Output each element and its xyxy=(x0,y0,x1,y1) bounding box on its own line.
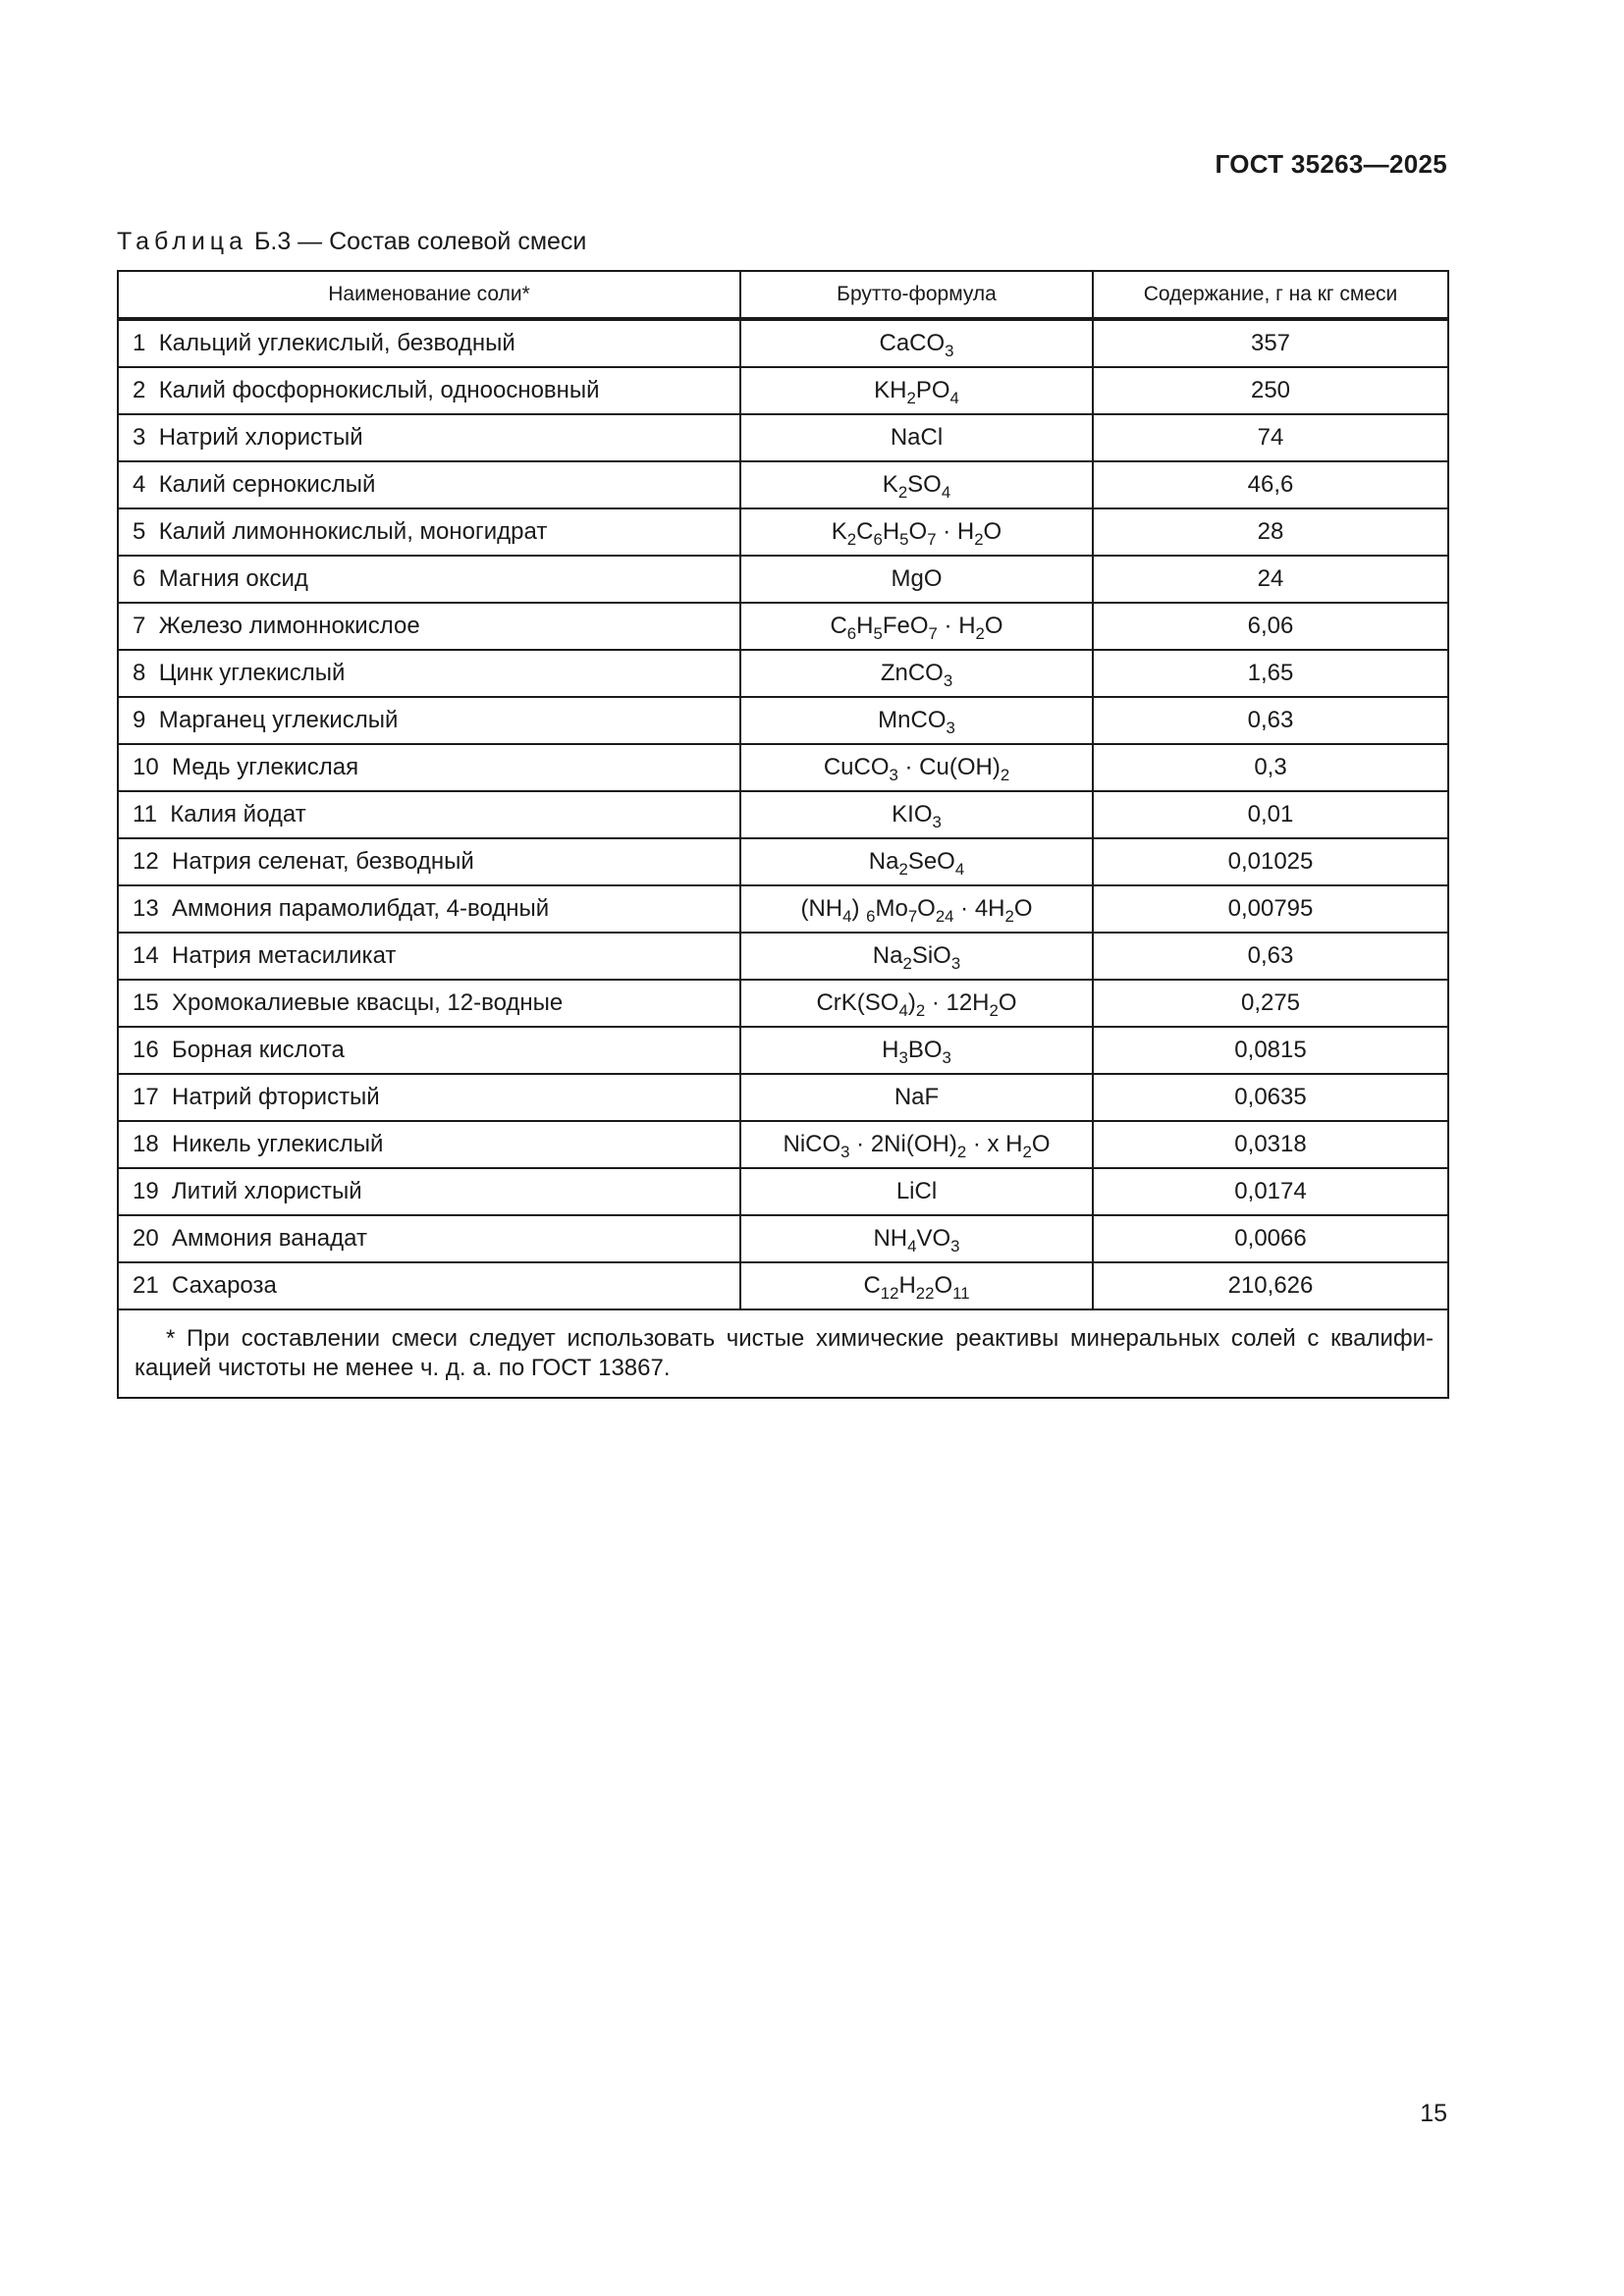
salt-name-cell xyxy=(118,1262,740,1309)
salt-name-cell xyxy=(118,697,740,744)
row-number: 21 xyxy=(133,1272,159,1299)
row-number: 20 xyxy=(133,1225,159,1252)
row-number: 12 xyxy=(133,848,159,875)
table-row xyxy=(118,744,1448,791)
table-row xyxy=(118,367,1448,414)
salt-name: Хромокалиевые квасцы, 12-водные xyxy=(172,989,564,1016)
row-number: 19 xyxy=(133,1178,159,1204)
salt-name: Калий сернокислый xyxy=(158,471,376,498)
salt-name: Магния оксид xyxy=(158,565,308,592)
content-value: 0,275 xyxy=(1093,980,1448,1027)
gross-formula: $K_2SO_4$ xyxy=(740,461,1093,508)
salt-name-cell xyxy=(118,1074,740,1121)
table-header-row xyxy=(118,271,1448,319)
salt-name-cell xyxy=(118,1121,740,1168)
content-value: 0,0174 xyxy=(1093,1168,1448,1215)
salt-name: Аммония ванадат xyxy=(172,1225,367,1252)
table-row xyxy=(118,980,1448,1027)
row-number: 7 xyxy=(133,613,146,639)
salt-name-cell xyxy=(118,367,740,414)
gross-formula: $NH_4VO_3$ xyxy=(740,1215,1093,1262)
salt-name-cell xyxy=(118,1215,740,1262)
row-number: 1 xyxy=(133,330,146,356)
content-value: 0,01 xyxy=(1093,791,1448,838)
salt-name: Калий фосфорнокислый, одноосновный xyxy=(158,377,600,403)
content-value: 1,65 xyxy=(1093,650,1448,697)
gross-formula: NaF xyxy=(740,1074,1093,1121)
salt-mixture-table xyxy=(117,270,1449,1399)
row-number: 4 xyxy=(133,471,146,498)
content-value: 0,3 xyxy=(1093,744,1448,791)
table-caption-title: Б.3 — Состав солевой смеси xyxy=(253,228,587,255)
salt-name: Медь углекислая xyxy=(172,754,359,780)
content-value: 0,0066 xyxy=(1093,1215,1448,1262)
salt-name: Калий лимоннокислый, моногидрат xyxy=(158,518,548,545)
salt-name-cell xyxy=(118,650,740,697)
salt-name: Натрия метасиликат xyxy=(172,942,397,969)
salt-name-cell xyxy=(118,744,740,791)
row-number: 15 xyxy=(133,989,159,1016)
salt-name-cell xyxy=(118,838,740,885)
gross-formula: $Na_2SeO_4$ xyxy=(740,838,1093,885)
row-number: 13 xyxy=(133,895,159,922)
salt-name: Никель углекислый xyxy=(172,1131,384,1157)
column-header-name: Наименование соли* xyxy=(118,271,740,319)
salt-name: Литий хлористый xyxy=(172,1178,362,1204)
salt-name-cell xyxy=(118,603,740,650)
salt-name: Натрий фтористый xyxy=(172,1084,380,1110)
row-number: 2 xyxy=(133,377,146,403)
salt-name-cell xyxy=(118,885,740,933)
table-row xyxy=(118,1215,1448,1262)
table-row xyxy=(118,556,1448,603)
row-number: 3 xyxy=(133,424,146,451)
table-row xyxy=(118,697,1448,744)
row-number: 6 xyxy=(133,565,146,592)
content-value: 357 xyxy=(1093,319,1448,367)
page-number: 15 xyxy=(1420,2100,1447,2127)
gross-formula: $(NH_4) _6Mo_7O_{24} \cdot 4H_2O$ xyxy=(740,885,1093,933)
gross-formula: $CrK(SO_4)_2 \cdot 12H_2O$ xyxy=(740,980,1093,1027)
salt-name-cell xyxy=(118,508,740,556)
row-number: 17 xyxy=(133,1084,159,1110)
salt-name: Аммония парамолибдат, 4-водный xyxy=(172,895,550,922)
salt-name: Натрий хлористый xyxy=(158,424,363,451)
salt-name-cell xyxy=(118,791,740,838)
table-row xyxy=(118,603,1448,650)
gross-formula: $Na_2SiO_3$ xyxy=(740,933,1093,980)
table-caption xyxy=(117,228,586,256)
gross-formula: ZnCO$_3$ xyxy=(740,650,1093,697)
footnote-row xyxy=(118,1309,1448,1398)
table-row xyxy=(118,508,1448,556)
content-value: 24 xyxy=(1093,556,1448,603)
table-row xyxy=(118,838,1448,885)
row-number: 18 xyxy=(133,1131,159,1157)
salt-name-cell xyxy=(118,319,740,367)
table-caption-label: Таблица xyxy=(117,228,248,255)
content-value: 210,626 xyxy=(1093,1262,1448,1309)
table-row xyxy=(118,933,1448,980)
content-value: 0,0635 xyxy=(1093,1074,1448,1121)
salt-name-cell xyxy=(118,933,740,980)
content-value: 250 xyxy=(1093,367,1448,414)
salt-name: Борная кислота xyxy=(172,1037,345,1063)
content-value: 46,6 xyxy=(1093,461,1448,508)
table-row xyxy=(118,461,1448,508)
table-row xyxy=(118,885,1448,933)
content-value: 0,00795 xyxy=(1093,885,1448,933)
table-row xyxy=(118,650,1448,697)
salt-name: Цинк углекислый xyxy=(158,660,346,686)
salt-name: Натрия селенат, безводный xyxy=(172,848,474,875)
table-row xyxy=(118,1262,1448,1309)
gross-formula: $C_{12}H_{22}O_{11}$ xyxy=(740,1262,1093,1309)
gross-formula: $KIO_3$ xyxy=(740,791,1093,838)
table-row xyxy=(118,414,1448,461)
gross-formula: CaCO$_3$ xyxy=(740,319,1093,367)
salt-name-cell xyxy=(118,1027,740,1074)
salt-name: Кальций углекислый, безводный xyxy=(158,330,515,356)
gross-formula: NiCO$_3$ · $2Ni(OH)_2 \cdot x$ $H_2O$ xyxy=(740,1121,1093,1168)
table-row xyxy=(118,1027,1448,1074)
content-value: 74 xyxy=(1093,414,1448,461)
gross-formula: $K_2C_6H_5O_7 \cdot H_2O$ xyxy=(740,508,1093,556)
gross-formula: $H_3BO_3$ xyxy=(740,1027,1093,1074)
row-number: 11 xyxy=(133,801,157,828)
gross-formula: MnCO$_3$ xyxy=(740,697,1093,744)
gross-formula: CuCO$_3$ · $Cu(OH)_2$ xyxy=(740,744,1093,791)
row-number: 5 xyxy=(133,518,146,545)
salt-name-cell xyxy=(118,1168,740,1215)
content-value: 0,01025 xyxy=(1093,838,1448,885)
salt-name-cell xyxy=(118,980,740,1027)
gross-formula: NaCl xyxy=(740,414,1093,461)
table-row xyxy=(118,1074,1448,1121)
salt-name-cell xyxy=(118,414,740,461)
document-id: ГОСТ 35263—2025 xyxy=(1215,149,1447,179)
salt-name-cell xyxy=(118,556,740,603)
table-row xyxy=(118,791,1448,838)
gross-formula: MgO xyxy=(740,556,1093,603)
content-value: 0,63 xyxy=(1093,933,1448,980)
salt-name: Железо лимоннокислое xyxy=(158,613,420,639)
gross-formula: $C_6H_5FeO_7 \cdot H_2O$ xyxy=(740,603,1093,650)
gross-formula: LiCl xyxy=(740,1168,1093,1215)
content-value: 0,63 xyxy=(1093,697,1448,744)
column-header-content: Содержание, г на кг смеси xyxy=(1093,271,1448,319)
content-value: 0,0318 xyxy=(1093,1121,1448,1168)
row-number: 10 xyxy=(133,754,159,780)
row-number: 16 xyxy=(133,1037,159,1063)
table-row xyxy=(118,319,1448,367)
content-value: 0,0815 xyxy=(1093,1027,1448,1074)
content-value: 28 xyxy=(1093,508,1448,556)
row-number: 8 xyxy=(133,660,146,686)
table-footnote-text: * При составлении смеси следует использовать чистые химические реактивы минеральных солей с квалифи-кацией чистоты не менее ч. д. а. по ГОСТ 13867. xyxy=(135,1325,1434,1381)
salt-name-cell xyxy=(118,461,740,508)
salt-name: Калия йодат xyxy=(170,801,306,828)
row-number: 9 xyxy=(133,707,146,733)
table-row xyxy=(118,1121,1448,1168)
gross-formula: $KH_2PO_4$ xyxy=(740,367,1093,414)
row-number: 14 xyxy=(133,942,159,969)
table-footnote xyxy=(118,1309,1448,1398)
salt-name: Марганец углекислый xyxy=(158,707,399,733)
column-header-formula: Брутто-формула xyxy=(740,271,1093,319)
salt-name: Сахароза xyxy=(172,1272,277,1299)
table-row xyxy=(118,1168,1448,1215)
content-value: 6,06 xyxy=(1093,603,1448,650)
table-body xyxy=(118,319,1448,1309)
